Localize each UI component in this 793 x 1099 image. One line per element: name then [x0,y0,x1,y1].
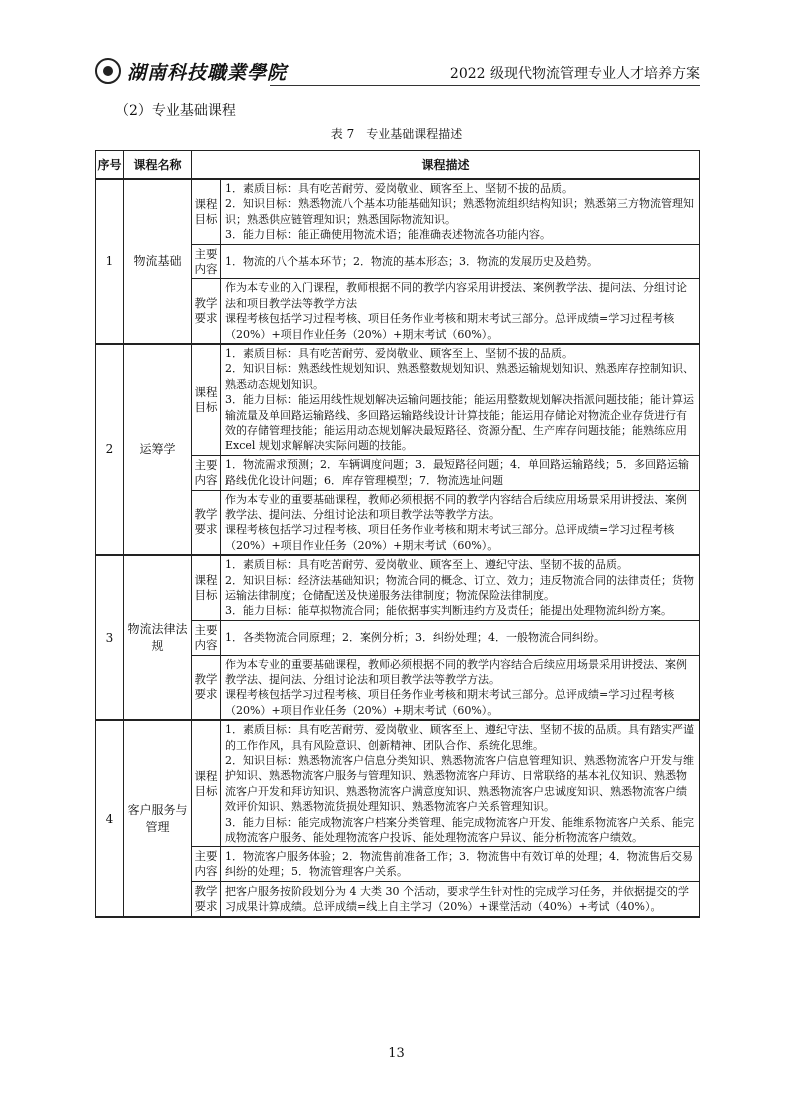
course-row [96,720,700,917]
course-name: 物流法律法规 [124,555,192,720]
section-paragraph: 1．素质目标：具有吃苦耐劳、爱岗敬业、顾客至上、遵纪守法、坚韧不拔的品质。具有踏实严谨的工作作风，具有风险意识、创新精神、团队合作、系统化思维。 [225,723,694,752]
course-number: 2 [96,344,124,555]
course-name: 运筹学 [124,344,192,555]
college-name-logo: 湖南科技職業學院 [127,61,288,84]
section-paragraph: 2．知识目标：熟悉线性规划知识、熟悉整数规划知识、熟悉运输规划知识、熟悉库存控制知识、熟悉动态规划知识。 [225,362,694,391]
section-paragraph: 3．能力目标：能运用线性规划解决运输问题技能；能运用整数规划解决指派问题技能；能计算运输流量及单回路运输路线、多回路运输路线设计计算技能；能运用存储论对物流企业存货进行有效的存储管理技能；能运用动态规划解决最短路径、资源分配、生产库存问题技能；能熟练应用 Excel 规划求解解决实际问题的技能。 [225,393,694,453]
page-header [95,54,700,88]
course-section-row [192,490,699,554]
column-header-desc: 课程描述 [192,151,700,180]
section-label: 教学要求 [192,279,221,343]
table-caption: 表 7 专业基础课程描述 [330,127,463,141]
course-section-row [192,882,699,916]
section-paragraph: 把客户服务按阶段划分为 4 大类 30 个活动，要求学生针对性的完成学习任务，并依据提交的学习成果计算成绩。总评成绩=线上自主学习（20%）+课堂活动（40%）+考试（40%）。 [225,884,689,914]
course-section-row [192,180,699,244]
section-paragraph: 1．物流的八个基本环节；2．物流的基本形态；3．物流的发展历史及趋势。 [225,254,598,268]
section-label: 课程目标 [192,180,221,244]
section-label: 主要内容 [192,244,221,279]
course-description [192,179,700,344]
section-content [221,180,700,244]
course-detail-table [192,180,699,343]
course-section-row [192,244,699,279]
course-name: 物流基础 [124,179,192,344]
course-detail-table [192,721,699,916]
course-description [192,720,700,917]
section-content [221,244,700,279]
section-heading: （2）专业基础课程 [115,103,236,119]
section-label: 教学要求 [192,882,221,916]
section-paragraph: 2．知识目标：熟悉物流客户信息分类知识、熟悉物流客户信息管理知识、熟悉物流客户开发与维护知识、熟悉物流客户服务与管理知识、熟悉物流客户拜访、日常联络的基本礼仪知识、熟悉物流客户开发和拜访知识、熟悉物流客户满意度知识、熟悉物流客户忠诚度知识、熟悉物流客户绩效评价知识、熟悉物流货损处理知识、熟悉物流客户关系管理知识。 [225,753,694,814]
section-paragraph: 1．素质目标：具有吃苦耐劳、爱岗敬业、顾客至上、坚韧不拔的品质。 [225,182,573,195]
course-section-row [192,345,699,455]
section-paragraph: 1．素质目标：具有吃苦耐劳、爱岗敬业、顾客至上、坚韧不拔的品质。 [225,347,573,360]
column-header-name: 课程名称 [124,151,192,180]
section-paragraph: 3．能力目标：能完成物流客户档案分类管理、能完成物流客户开发、能维系物流客户关系、能完成物流客户服务、能处理物流客户投诉、能处理物流客户异议、能分析物流客户绩效。 [225,815,694,844]
section-content [221,490,700,554]
section-content [221,345,700,455]
section-paragraph: 1．素质目标：具有吃苦耐劳、爱岗敬业、顾客至上、遵纪守法、坚韧不拔的品质。 [225,558,628,572]
section-paragraph: 1．物流客户服务体验；2．物流售前准备工作；3．物流售中有效订单的处理；4．物流售后交易纠纷的处理；5．物流管理客户关系。 [225,849,693,879]
course-rows [96,179,700,917]
section-content [221,556,700,620]
section-content [221,279,700,343]
college-logo [95,56,287,86]
section-label: 教学要求 [192,655,221,719]
page-number: 13 [388,1046,405,1061]
section-content [221,847,700,882]
course-description [192,344,700,555]
section-label: 主要内容 [192,847,221,882]
section-content [221,655,700,719]
section-label: 主要内容 [192,620,221,655]
section-content [221,882,700,916]
course-row [96,179,700,344]
course-description [192,555,700,720]
course-number: 1 [96,179,124,344]
section-paragraph: 作为本专业的入门课程，教师根据不同的教学内容采用讲授法、案例教学法、提问法、分组讨论法和项目教学法等教学方法 [225,281,687,310]
course-section-row [192,721,699,847]
section-label: 主要内容 [192,455,221,490]
document-title: 2022 级现代物流管理专业人才培养方案 [449,66,700,82]
section-paragraph: 2．知识目标：熟悉物流八个基本功能基础知识；熟悉物流组织结构知识；熟悉第三方物流管理知识；熟悉供应链管理知识；熟悉国际物流知识。 [225,197,694,226]
course-row [96,344,700,555]
section-paragraph: 2．知识目标：经济法基础知识；物流合同的概念、订立、效力；违反物流合同的法律责任；货物运输法律制度；仓储配送及快递服务法律制度；物流保险法律制度。 [225,573,694,602]
course-section-row [192,847,699,882]
column-header-no: 序号 [96,151,124,180]
section-content [221,620,700,655]
course-detail-table [192,345,699,554]
table-header-row [96,151,700,180]
section-paragraph: 课程考核包括学习过程考核、项目任务作业考核和期末考试三部分。总评成绩=学习过程考核（20%）+项目作业任务（20%）+期末考试（60%）。 [225,688,675,717]
section-label: 课程目标 [192,556,221,620]
course-detail-table [192,556,699,719]
course-section-row [192,279,699,343]
course-section-row [192,556,699,620]
section-paragraph: 1．各类物流合同原理；2．案例分析；3．纠纷处理；4．一般物流合同纠纷。 [225,630,605,644]
section-paragraph: 3．能力目标：能草拟物流合同；能依据事实判断违约方及责任；能提出处理物流纠纷方案。 [225,604,672,618]
course-section-row [192,655,699,719]
section-paragraph: 3．能力目标：能正确使用物流术语；能准确表述物流各功能内容。 [225,228,551,242]
section-paragraph: 课程考核包括学习过程考核、项目任务作业考核和期末考试三部分。总评成绩=学习过程考核（20%）+项目作业任务（20%）+期末考试（60%）。 [225,523,675,552]
section-content [221,455,700,490]
course-name: 客户服务与管理 [124,720,192,917]
section-content [221,721,700,847]
college-seal-icon [95,58,121,84]
section-paragraph: 课程考核包括学习过程考核、项目任务作业考核和期末考试三部分。总评成绩=学习过程考核（20%）+项目作业任务（20%）+期末考试（60%）。 [225,312,675,341]
course-description-table [95,150,700,918]
section-paragraph: 作为本专业的重要基础课程，教师必须根据不同的教学内容结合后续应用场景采用讲授法、案例教学法、提问法、分组讨论法和项目教学法等教学方法。 [225,492,687,521]
section-label: 课程目标 [192,721,221,847]
course-section-row [192,620,699,655]
section-label: 课程目标 [192,345,221,455]
section-paragraph: 作为本专业的重要基础课程，教师必须根据不同的教学内容结合后续应用场景采用讲授法、案例教学法、提问法、分组讨论法和项目教学法等教学方法。 [225,657,687,686]
section-label: 教学要求 [192,490,221,554]
course-number: 4 [96,720,124,917]
course-section-row [192,455,699,490]
header-rule [270,85,700,86]
course-number: 3 [96,555,124,720]
course-row [96,555,700,720]
section-paragraph: 1．物流需求预测；2．车辆调度问题；3．最短路径问题；4．单回路运输路线；5．多回路运输路线优化设计问题；6．库存管理模型；7．物流选址问题 [225,458,689,487]
